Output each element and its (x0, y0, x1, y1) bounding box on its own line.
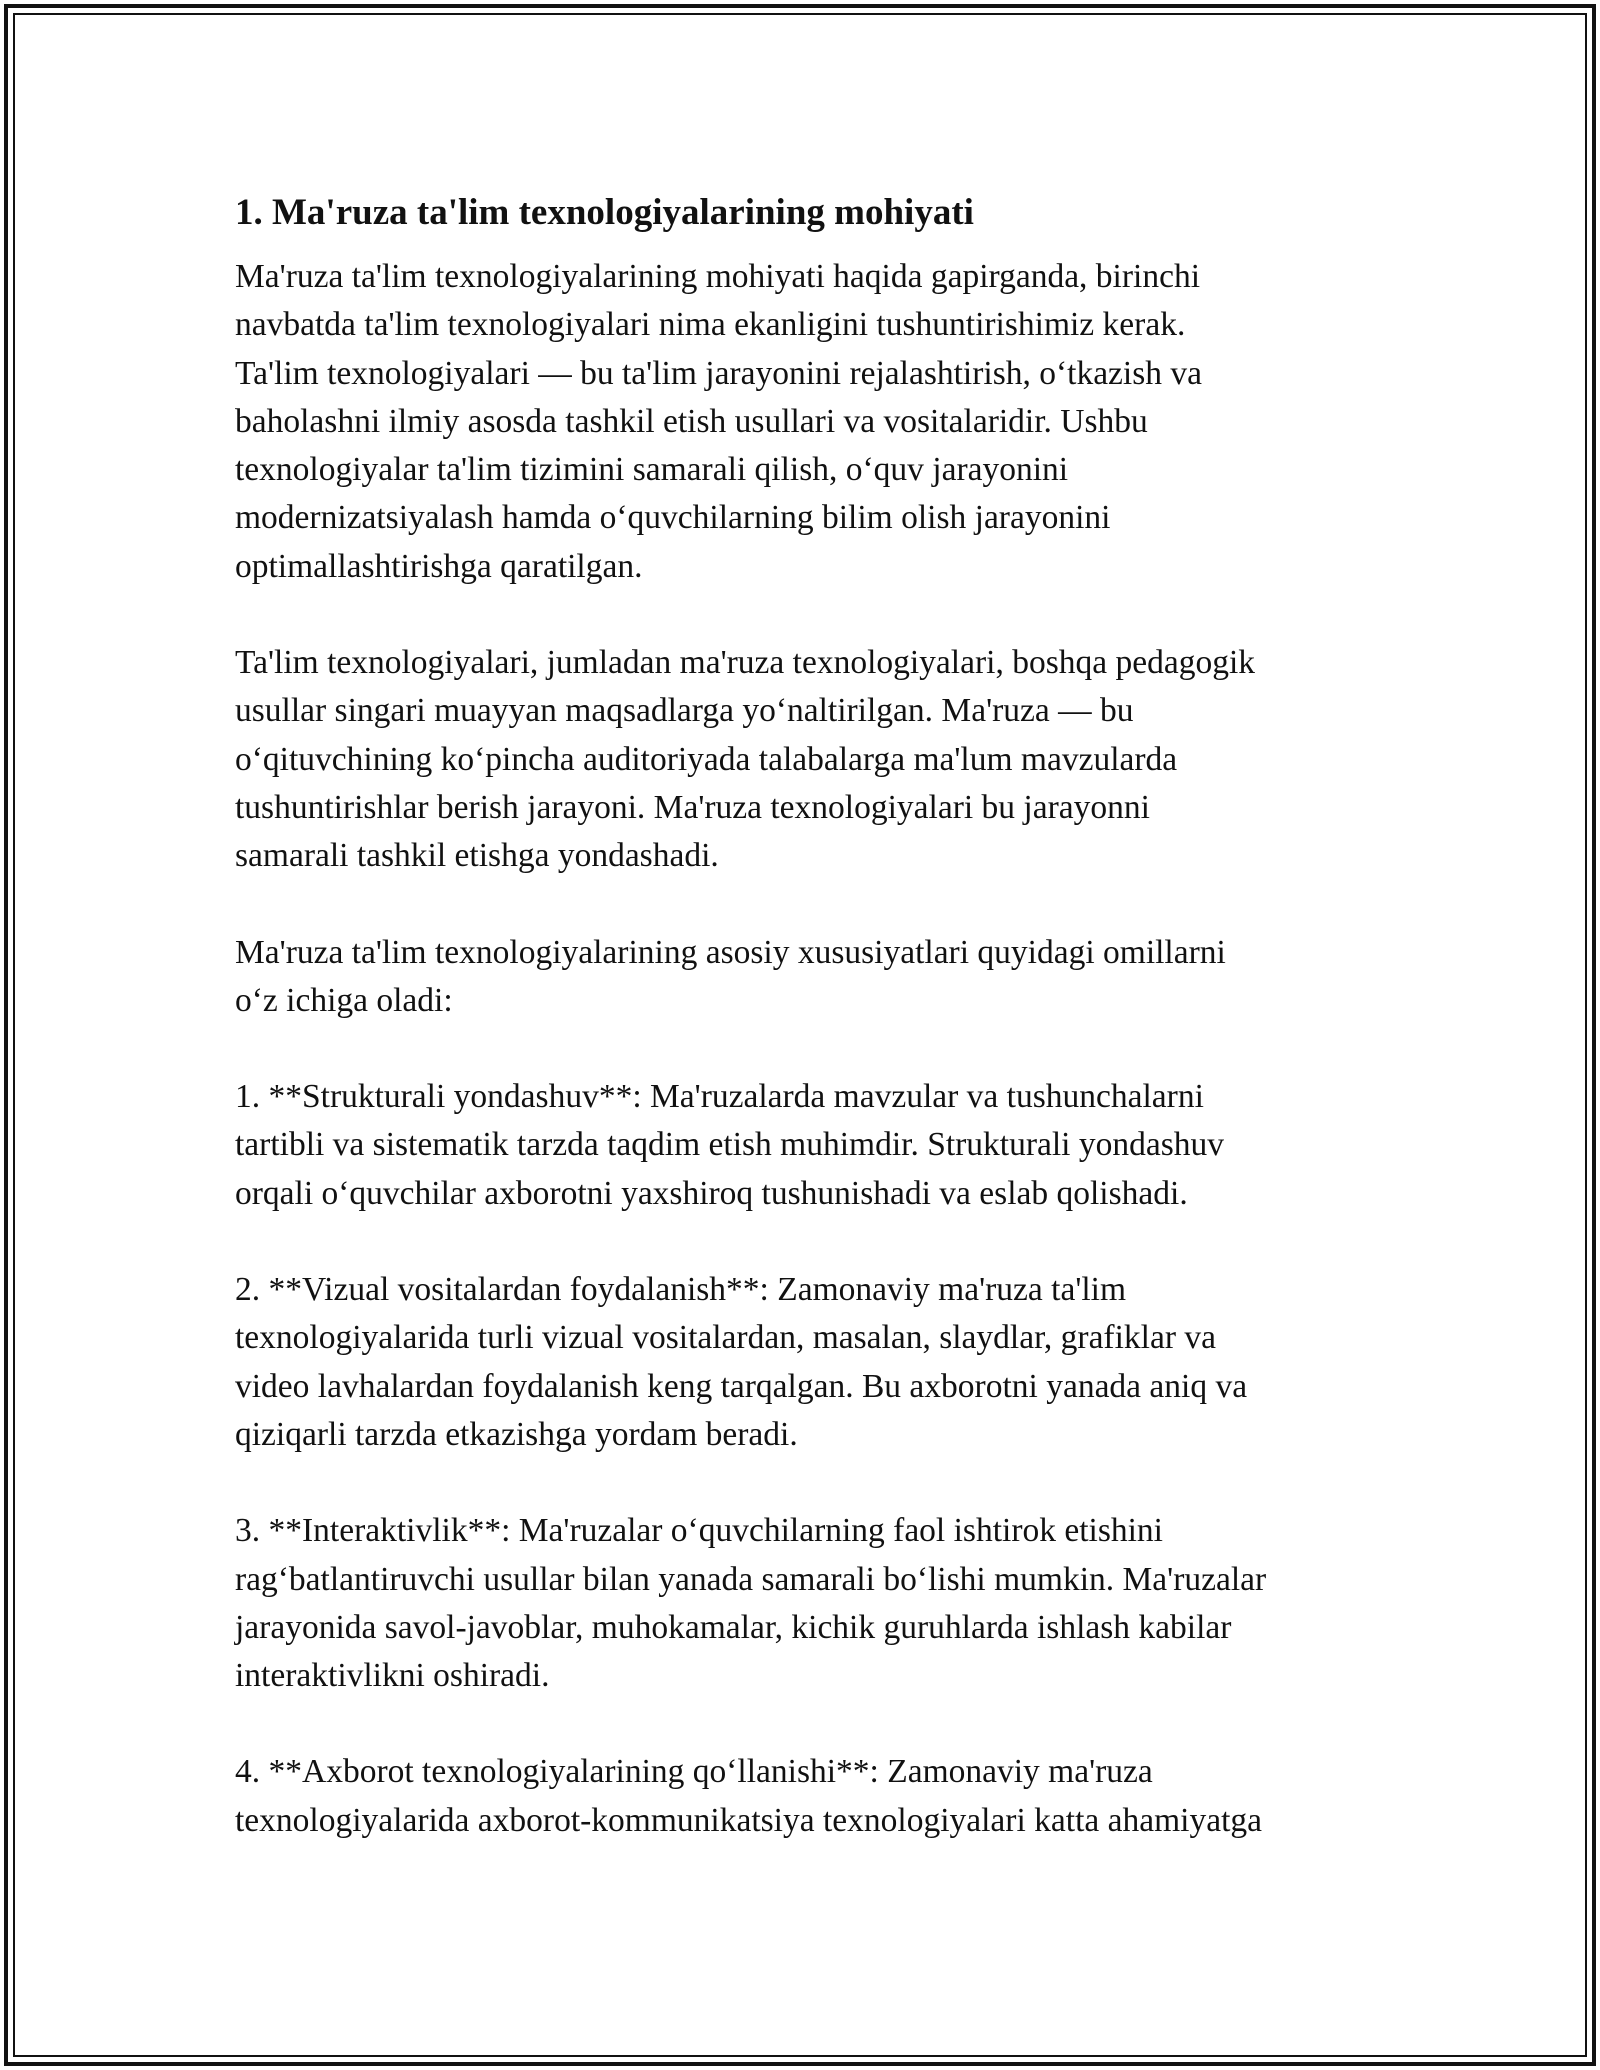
list-item-structured-approach: 1. **Strukturali yondashuv**: Ma'ruzalarda mavzular va tushunchalarni tartibli va sistematik tarzda taqdim etish muhimdir. Strukturali yondashuv orqali o‘quvchilar axborotni yaxshiroq tushunishadi va eslab qolishadi. (235, 1078, 1225, 1212)
paragraph-features-intro: Ma'ruza ta'lim texnologiyalarining asosiy xususiyatlari quyidagi omillarni o‘z ichiga oladi: (235, 933, 1226, 1019)
section-heading: 1. Ma'ruza ta'lim texnologiyalarining mohiyati (235, 192, 974, 233)
list-item-interactivity: 3. **Interaktivlik**: Ma'ruzalar o‘quvchilarning faol ishtirok etishini rag‘batlantiruvchi usullar bilan yanada samarali bo‘lishi mumkin. Ma'ruzalar jarayonida savol-javoblar, muhokamalar, kichik guruhlarda ishlash kabilar interaktivlikni oshiradi. (235, 1512, 1267, 1695)
document-body (235, 188, 1395, 1845)
list-item-visual-tools: 2. **Vizual vositalardan foydalanish**: Zamonaviy ma'ruza ta'lim texnologiyalarida turli vizual vositalardan, masalan, slaydlar, grafiklar va video lavhalardan foydalanish keng tarqalgan. Bu axborotni yanada aniq va qiziqarli tarzda etkazishga yordam beradi. (235, 1271, 1248, 1453)
paragraph-lecture-definition: Ta'lim texnologiyalari, jumladan ma'ruza texnologiyalari, boshqa pedagogik usullar singari muayyan maqsadlarga yo‘naltirilgan. Ma'ruza — bu o‘qituvchining ko‘pincha auditoriyada talabalarga ma'lum mavzularda tushuntirishlar berish jarayoni. Ma'ruza texnologiyalari bu jarayonni samarali tashkil etishga yondashadi. (235, 644, 1256, 875)
paragraph-intro: Ma'ruza ta'lim texnologiyalarining mohiyati haqida gapirganda, birinchi navbatda ta'lim texnologiyalari nima ekanligini tushuntirishimiz kerak. Ta'lim texnologiyalari — bu ta'lim jarayonini rejalashtirish, o‘tkazish va baholashni ilmiy asosda tashkil etish usullari va vositalaridir. Ushbu texnologiyalar ta'lim tizimini samarali qilish, o‘quv jarayonini modernizatsiyalash hamda o‘quvchilarning bilim olish jarayonini optimallashtirishga qaratilgan. (235, 258, 1203, 585)
list-item-information-technology: 4. **Axborot texnologiyalarining qo‘llanishi**: Zamonaviy ma'ruza texnologiyalarida axborot-kommunikatsiya texnologiyalari katta ahamiyatga (235, 1753, 1263, 1839)
